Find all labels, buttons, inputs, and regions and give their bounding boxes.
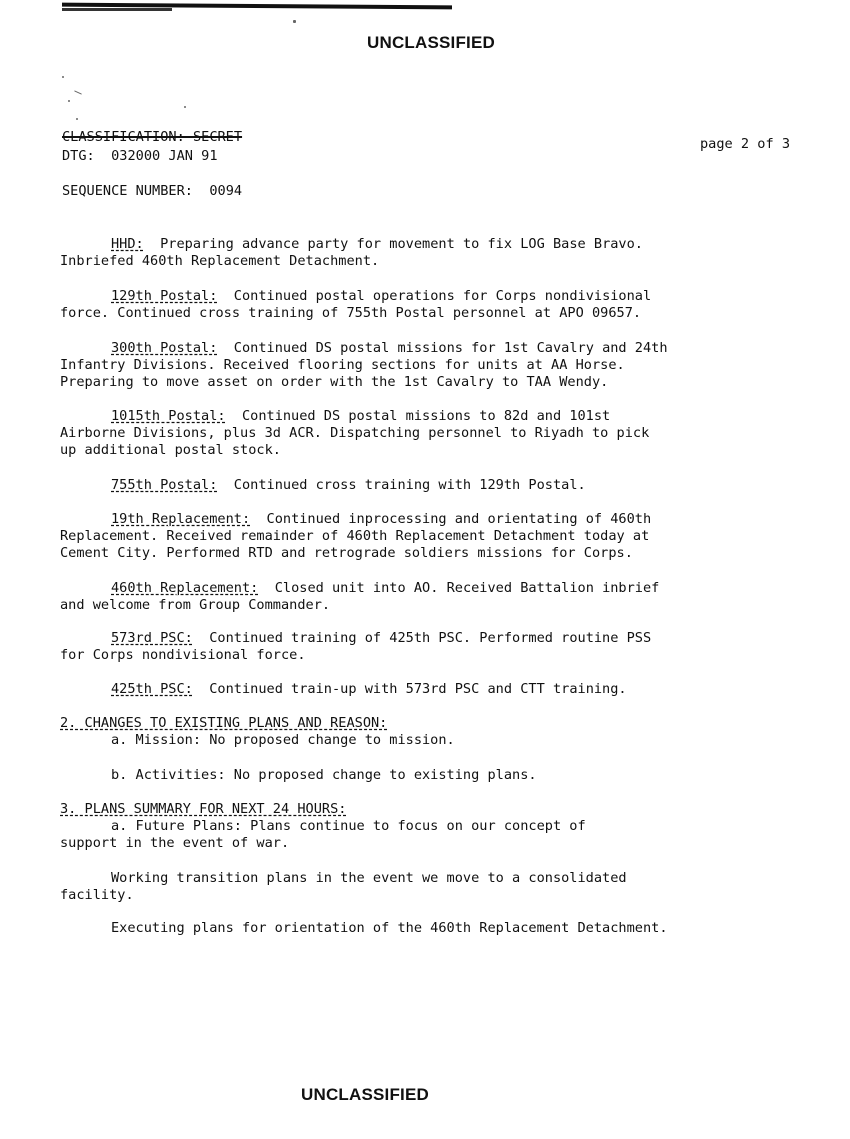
- section-2a: a. Mission: No proposed change to mission.: [111, 732, 455, 748]
- dtg-line: [62, 148, 218, 165]
- unit-report-text: Closed unit into AO. Received Battalion inbrief: [274, 580, 660, 596]
- sequence-line: [62, 183, 242, 200]
- unit-report-line: Inbriefed 460th Replacement Detachment.: [60, 253, 380, 269]
- unit-name: 129th Postal:: [111, 288, 218, 304]
- scan-speck: [68, 100, 70, 102]
- scan-speck: [74, 90, 82, 94]
- section-3-paragraph-3: Executing plans for orientation of the 460th Replacement Detachment.: [111, 920, 668, 936]
- section-2b: b. Activities: No proposed change to existing plans.: [111, 767, 537, 783]
- classification-marking-top: UNCLASSIFIED: [366, 33, 496, 52]
- section-3a-line-1: a. Future Plans: Plans continue to focus on our concept of: [111, 818, 586, 834]
- section-2-heading: 2. CHANGES TO EXISTING PLANS AND REASON:: [60, 715, 388, 731]
- unit-report-text: Continued cross training with 129th Postal.: [233, 477, 586, 493]
- unit-report-line: and welcome from Group Commander.: [60, 597, 331, 613]
- redaction-bar-fragment: [62, 8, 172, 11]
- section-3-heading: 3. PLANS SUMMARY FOR NEXT 24 HOURS:: [60, 801, 347, 817]
- page-number: page 2 of 3: [700, 136, 791, 152]
- unit-report-line: Cement City. Performed RTD and retrograde soldiers missions for Corps.: [60, 545, 633, 561]
- unit-name: 755th Postal:: [111, 477, 218, 493]
- unit-report-line: Replacement. Received remainder of 460th Replacement Detachment today at: [60, 528, 650, 544]
- unit-name: HHD:: [111, 236, 144, 252]
- unit-report-line: force. Continued cross training of 755th Postal personnel at APO 09657.: [60, 305, 642, 321]
- unit-name: 19th Replacement:: [111, 511, 251, 527]
- section-3-paragraph-2-line-1: Working transition plans in the event we move to a consolidated: [111, 870, 627, 886]
- unit-report-text: Continued postal operations for Corps nondivisional: [233, 288, 652, 304]
- section-3-paragraph-2-line-2: facility.: [60, 887, 134, 903]
- unit-report-line: Preparing to move asset on order with the 1st Cavalry to TAA Wendy.: [60, 374, 609, 390]
- dtg-label: DTG:: [62, 148, 95, 164]
- unit-report-line: [111, 630, 651, 647]
- dtg-value: 032000 JAN 91: [111, 148, 218, 164]
- unit-report-line: [111, 477, 586, 494]
- unit-name: 460th Replacement:: [111, 580, 259, 596]
- classification-line: CLASSIFICATION: SECRET: [62, 129, 243, 145]
- unit-report-line: for Corps nondivisional force.: [60, 647, 306, 663]
- unit-report-line: [111, 408, 610, 425]
- unit-report-text: Preparing advance party for movement to fix LOG Base Bravo.: [160, 236, 643, 252]
- unit-name: 1015th Postal:: [111, 408, 226, 424]
- sequence-value: 0094: [209, 183, 243, 199]
- scan-speck: [293, 20, 296, 23]
- sequence-label: SEQUENCE NUMBER:: [62, 183, 193, 199]
- unit-report-line: [111, 236, 643, 253]
- scan-speck: [76, 118, 78, 120]
- scan-speck: [62, 76, 64, 78]
- unit-report-text: Continued inprocessing and orientating of 460th: [266, 511, 652, 527]
- unit-report-line: [111, 511, 651, 528]
- unit-report-text: Continued training of 425th PSC. Performed routine PSS: [209, 630, 652, 646]
- unit-report-line: up additional postal stock.: [60, 442, 281, 458]
- unit-report-text: Continued DS postal missions for 1st Cavalry and 24th: [233, 340, 668, 356]
- unit-name: 425th PSC:: [111, 681, 193, 697]
- unit-name: 573rd PSC:: [111, 630, 193, 646]
- scan-speck: [184, 106, 186, 108]
- unit-report-text: Continued train-up with 573rd PSC and CTT training.: [209, 681, 627, 697]
- unit-report-text: Continued DS postal missions to 82d and 101st: [241, 408, 611, 424]
- unit-report-line: Infantry Divisions. Received flooring sections for units at AA Horse.: [60, 357, 625, 373]
- unit-report-line: Airborne Divisions, plus 3d ACR. Dispatching personnel to Riyadh to pick: [60, 425, 650, 441]
- section-3a-line-2: support in the event of war.: [60, 835, 290, 851]
- unit-name: 300th Postal:: [111, 340, 218, 356]
- unit-report-line: [111, 681, 627, 698]
- unit-report-line: [111, 340, 668, 357]
- classification-marking-bottom: UNCLASSIFIED: [300, 1085, 430, 1104]
- unit-report-line: [111, 580, 659, 597]
- unit-report-line: [111, 288, 651, 305]
